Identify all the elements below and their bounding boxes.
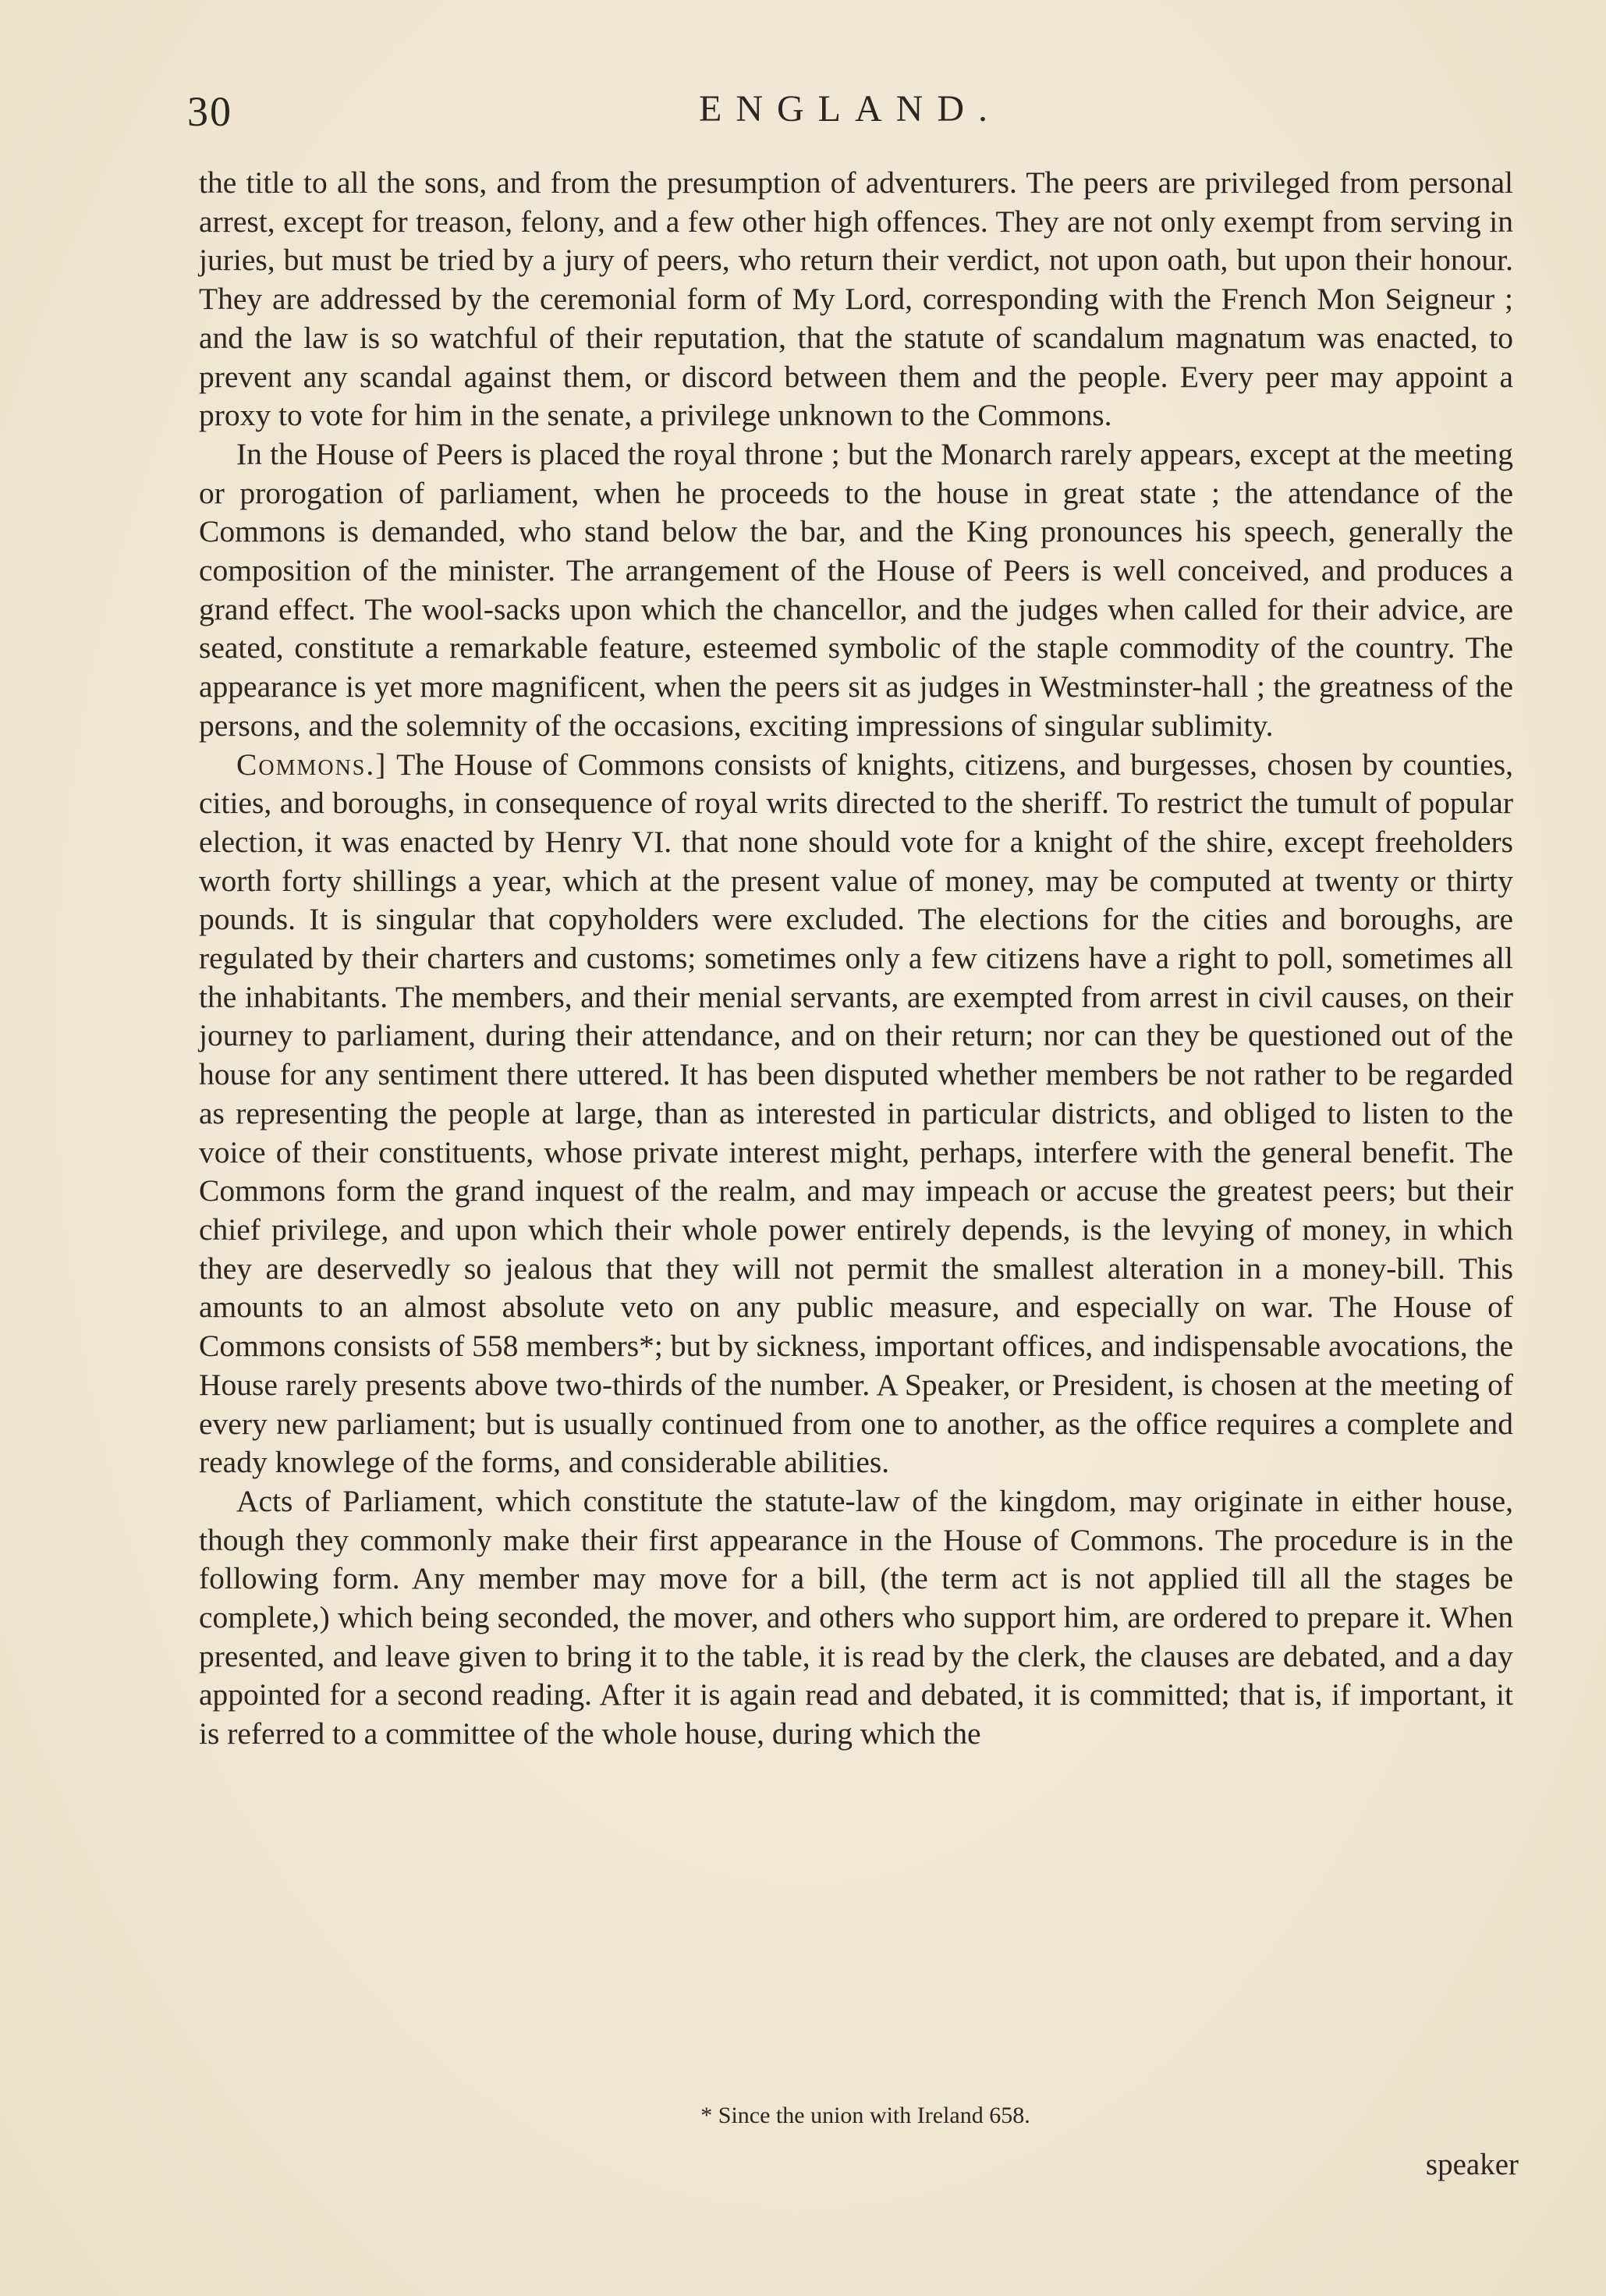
body-text	[199, 164, 1513, 1754]
paragraph-commons	[199, 746, 1513, 1482]
footnote	[0, 2100, 1606, 2131]
side-heading-commons: Commons.]	[236, 747, 388, 782]
paragraph-acts-of-parliament: Acts of Parliament, which constitute the statute-law of the kingdom, may originate in either house, though they commonly make their first appearance in the House of Commons. The procedure is in the following form. Any member may move for a bill, (the term act is not applied till all the stages be complete,) which being seconded, the mover, and others who support him, are ordered to prepare it. When presented, and leave given to bring it to the table, it is read by the clerk, the clauses are debated, and a day appointed for a second reading. After it is again read and debated, it is committed; that is, if important, it is referred to a committee of the whole house, during which the	[199, 1483, 1513, 1751]
page-number: 30	[187, 88, 232, 135]
page-header	[187, 87, 1513, 142]
catchword: speaker	[1425, 2148, 1519, 2181]
paragraph-house-of-peers: In the House of Peers is placed the royal throne ; but the Monarch rarely appears, except at the meeting or prorogation of parliament, when he proceeds to the house in great state ; the attendance of the Commons is demanded, who stand below the bar, and the King pronounces his speech, generally the composition of the minister. The arrangement of the House of Peers is well conceived, and produces a grand effect. The wool-sacks upon which the chancellor, and the judges when called for their advice, are seated, constitute a remarkable feature, esteemed symbolic of the staple commodity of the country. The appearance is yet more magnificent, when the peers sit as judges in Westminster-hall ; the greatness of the persons, and the solemnity of the occasions, exciting impressions of singular sublimity.	[199, 436, 1513, 743]
paragraph-commons-text: The House of Commons consists of knights, citizens, and burgesses, chosen by counties, cities, and boroughs, in consequence of royal writs directed to the sheriff. To restrict the tumult of popular election, it was enacted by Henry VI. that none should vote for a knight of the shire, except freeholders worth forty shillings a year, which at the present value of money, may be computed at twenty or thirty pounds. It is singular that copyholders were excluded. The elections for the cities and boroughs, are regulated by their charters and customs; sometimes only a few citizens have a right to poll, sometimes all the inhabitants. The members, and their menial servants, are exempted from arrest in civil causes, on their journey to parliament, during their attendance, and on their return; nor can they be questioned out of the house for any sentiment there uttered. It has been disputed whether members be not rather to be regarded as representing the people at large, than as interested in particular districts, and obliged to listen to the voice of their constituents, whose private interest might, perhaps, interfere with the general benefit. The Commons form the grand inquest of the realm, and may impeach or accuse the greatest peers; but their chief privilege, and upon which their whole power entirely depends, is the levying of money, in which they are deservedly so jealous that they will not permit the smallest alteration in a money-bill. This amounts to an almost absolute veto on any public measure, and especially on war. The House of Commons consists of 558 members*; but by sickness, important offices, and indispensable avocations, the House rarely presents above two-thirds of the number. A Speaker, or President, is chosen at the meeting of every new parliament; but is usually continued from one to another, as the office requires a complete and ready knowlege of the forms, and considerable abilities.	[199, 747, 1514, 1480]
running-head: ENGLAND.	[699, 88, 1002, 130]
paragraph-peers-privileges: the title to all the sons, and from the presumption of adventurers. The peers are privileged from personal arrest, except for treason, felony, and a few other high offences. They are not only exempt from serving in juries, but must be tried by a jury of peers, who return their verdict, not upon oath, but upon their honour. They are addressed by the ceremonial form of My Lord, corresponding with the French Mon Seigneur ; and the law is so watchful of their reputation, that the statute of scandalum magnatum was enacted, to prevent any scandal against them, or discord between them and the people. Every peer may appoint a proxy to vote for him in the senate, a privilege unknown to the Commons.	[199, 165, 1513, 433]
footnote-text: * Since the union with Ireland 658.	[700, 2103, 1030, 2128]
